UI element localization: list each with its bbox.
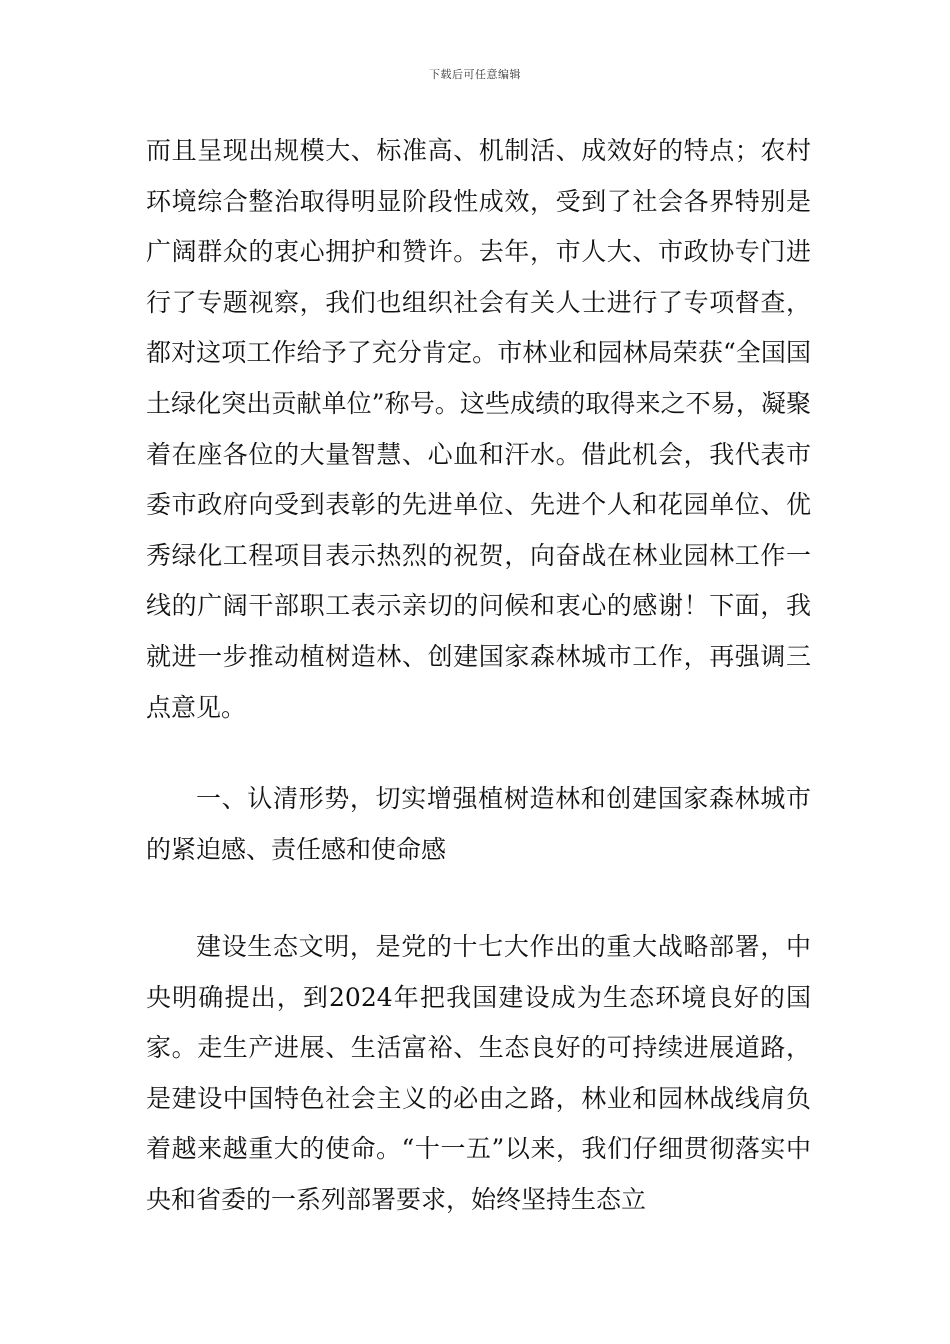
page-header-note: 下载后可任意编辑	[429, 68, 521, 81]
body-paragraph-2: 建设生态文明，是党的十七大作出的重大战略部署，中央明确提出，到2024年把我国建设成为生态环境良好的国家。走生产进展、生活富裕、生态良好的可持续进展道路，是建设中国特色社会主义的必由之路，林业和园林战线肩负着越来越重大的使命。“十一五”以来，我们仔细贯彻落实中央和省委的一系列部署要求，始终坚持生态立	[146, 932, 811, 1214]
section-heading-1: 一、认清形势，切实增强植树造林和创建国家森林城市的紧迫感、责任感和使命感	[146, 784, 811, 864]
body-paragraph-1: 而且呈现出规模大、标准高、机制活、成效好的特点；农村环境综合整治取得明显阶段性成效，受到了社会各界特别是广阔群众的衷心拥护和赞许。去年，市人大、市政协专门进行了专题视察，我们也组织社会有关人士进行了专项督查，都对这项工作给予了充分肯定。市林业和园林局荣获“全国国土绿化突出贡献单位”称号。这些成绩的取得来之不易，凝聚着在座各位的大量智慧、心血和汗水。借此机会，我代表市委市政府向受到表彰的先进单位、先进个人和花园单位、优秀绿化工程项目表示热烈的祝贺，向奋战在林业园林工作一线的广阔干部职工表示亲切的问候和衷心的感谢！下面，我就进一步推动植树造林、创建国家森林城市工作，再强调三点意见。	[146, 136, 811, 722]
